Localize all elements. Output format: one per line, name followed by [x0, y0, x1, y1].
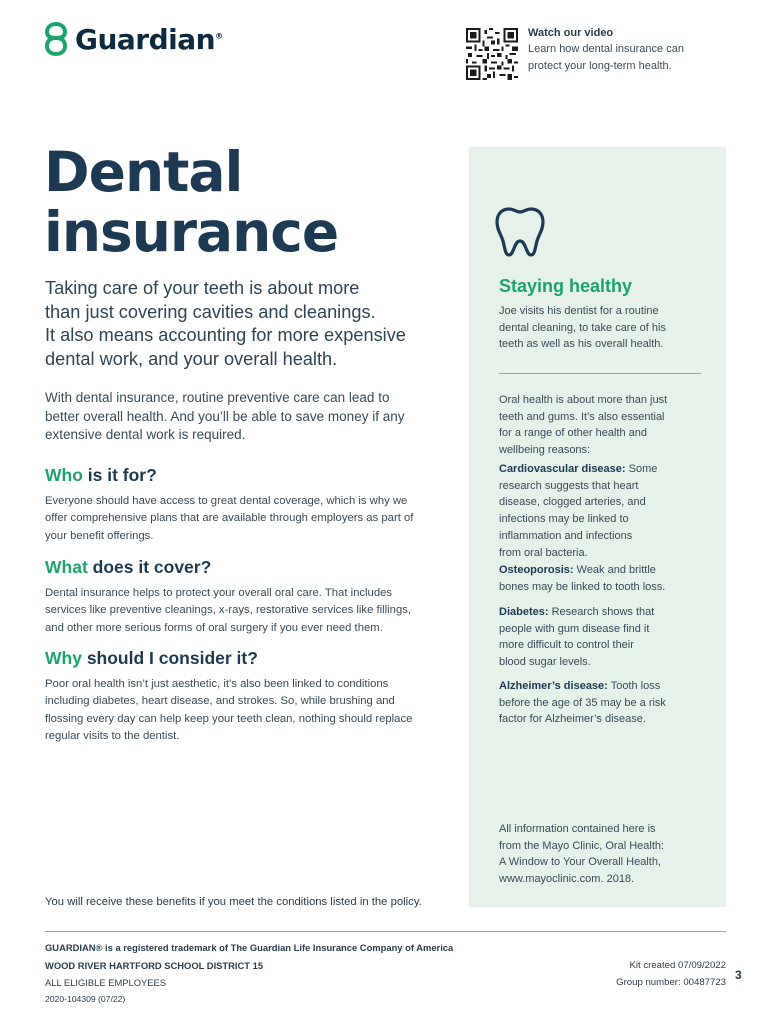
page-number: 3: [735, 968, 742, 982]
qr-code-icon: [466, 28, 518, 80]
page-title: Dental insurance: [44, 140, 339, 264]
footer-kit-date: Kit created 07/09/2022: [629, 960, 726, 971]
logo-wordmark: Guardian®: [75, 22, 223, 56]
what-heading: What does it cover?: [45, 557, 212, 577]
policy-disclaimer: You will receive these benefits if you meet the conditions listed in the policy.: [45, 896, 422, 908]
video-title: Watch our video: [528, 27, 614, 39]
reason-alzheimers: Alzheimer’s disease: Tooth loss before the age of 35 may be a risk factor for Alzheimer’s disease.: [499, 680, 666, 726]
reason-osteoporosis: Osteoporosis: Weak and brittle bones may be linked to tooth loss.: [499, 564, 666, 593]
sidebar-source: All information contained here is from the Mayo Clinic, Oral Health: A Window to Your Overall Health, www.mayoclinic.com. 2018.: [499, 823, 665, 886]
footer-trademark: GUARDIAN® is a registered trademark of The Guardian Life Insurance Company of America: [45, 942, 454, 953]
footer-district: WOOD RIVER HARTFORD SCHOOL DISTRICT 15: [45, 960, 264, 971]
sidebar-reasons-intro: Oral health is about more than just teeth and gums. It’s also essential for a range of other health and wellbeing reasons:: [499, 394, 668, 457]
intro-lead: Taking care of your teeth is about more than just covering cavities and cleanings. It also means accounting for more expensive dental work, and your overall health.: [45, 278, 406, 369]
footer-group-number: Group number: 00487723: [616, 977, 726, 988]
reason-diabetes: Diabetes: Research shows that people with gum disease find it more difficult to control their blood sugar levels.: [499, 606, 655, 669]
intro-body: With dental insurance, routine preventive care can lead to better overall health. And you’ll be able to save money if any extensive dental work is required.: [45, 390, 405, 442]
footer-divider: [45, 931, 726, 932]
video-description: Learn how dental insurance can protect your long-term health.: [528, 43, 684, 72]
tooth-icon: [492, 203, 548, 259]
reason-cardiovascular: Cardiovascular disease: Some research suggests that heart disease, clogged arteries, and infections may be linked to inflammation and infections from oral bacteria.: [499, 463, 658, 559]
why-body: Poor oral health isn’t just aesthetic, it’s also been linked to conditions including diabetes, heart disease, and strokes. So, while brushing and flossing every day can help keep your teeth clean, nothing should replace regular visits to the dentist.: [45, 678, 413, 743]
guardian-logo-mark-icon: [45, 22, 67, 56]
why-heading: Why should I consider it?: [45, 648, 258, 668]
sidebar-heading: Staying healthy: [499, 276, 633, 296]
what-body: Dental insurance helps to protect your overall oral care. That includes services like preventive cleanings, x-rays, restorative services like fillings, and other more serious forms of oral surgery if you ever need them.: [45, 587, 412, 634]
who-body: Everyone should have access to great dental coverage, which is why we offer comprehensive plans that are available through employers as part of your benefit offerings.: [45, 495, 414, 542]
sidebar-story: Joe visits his dentist for a routine dental cleaning, to take care of his teeth as well as his overall health.: [499, 305, 666, 351]
who-heading: Who is it for?: [45, 465, 157, 485]
footer-code: 2020-104309 (07/22): [45, 994, 126, 1004]
footer-employees: ALL ELIGIBLE EMPLOYEES: [45, 977, 167, 988]
sidebar-divider: [499, 373, 701, 374]
guardian-logo: [45, 22, 223, 56]
video-callout: [528, 27, 718, 75]
